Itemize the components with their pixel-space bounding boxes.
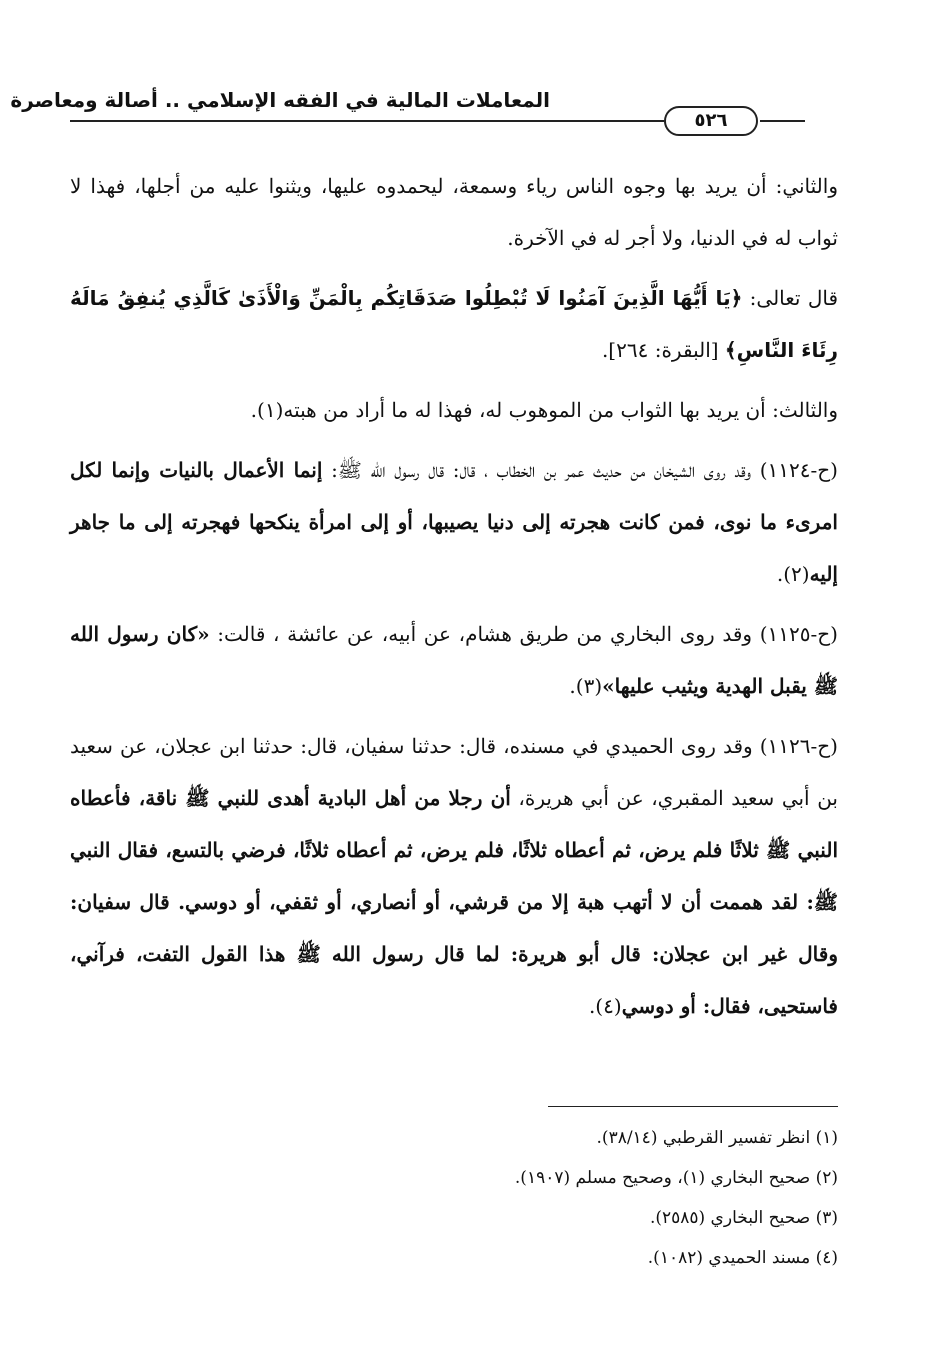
hadith-chain: (ح-١١٢٦) وقد روى الحميدي في مسنده، قال: حدثنا سفيان، قال: حدثنا ابن عجلان، عن سعيد بن أبي سعيد المقبري، عن أبي هريرة، — [70, 734, 838, 810]
hadith-text: «كان رسول الله ﷺ يقبل الهدية ويثيب عليها» — [70, 622, 838, 698]
verse-reference: [البقرة: ٢٦٤]. — [601, 338, 725, 362]
footnote-2: (٢) صحيح البخاري (١)، وصحيح مسلم (١٩٠٧). — [514, 1168, 838, 1188]
hadith-text: إنما الأعمال بالنيات وإنما لكل امرىء ما نوى، فمن كانت هجرته إلى دنيا يصيبها، أو إلى امرأة ينكحها فهجرته إلى ما جاهر إليه — [70, 458, 838, 586]
footnote-1: (١) انظر تفسير القرطبي (٣٨/١٤). — [596, 1128, 838, 1148]
paragraph-lead: قال تعالى: — [742, 286, 839, 310]
footnote-ref: (٤). — [588, 994, 622, 1018]
header-rule-right — [760, 120, 805, 122]
paragraph-hadith-1125 — [70, 608, 838, 712]
hadith-chain: (ح-١١٢٤) وقد روى الشيخان من حديث عمر بن الخطاب ، قال: قال رسول الله ﷺ: — [322, 458, 838, 482]
footnote-3: (٣) صحيح البخاري (٢٥٨٥). — [649, 1208, 838, 1228]
paragraph-hadith-1124 — [70, 444, 838, 600]
hadith-chain: (ح-١١٢٥) وقد روى البخاري من طريق هشام، عن أبيه، عن عائشة ، قالت: — [209, 622, 838, 646]
hadith-text: أن رجلا من أهل البادية أهدى للنبي ﷺ ناقة، فأعطاه النبي ﷺ ثلاثًا فلم يرض، ثم أعطاه ثلاثًا، فلم يرض، ثم أعطاه ثلاثًا، فرضي بالتسع، فقال النبي ﷺ: لقد هممت أن لا أتهب هبة إلا من قرشي، أو أنصاري، أو ثقفي، أو دوسي. قال سفيان: وقال غير ابن عجلان: قال أبو هريرة: لما قال رسول الله ﷺ هذا القول التفت، فرآني، فاستحيى، فقال: أو دوسي — [70, 786, 839, 1018]
footnote-4: (٤) مسند الحميدي (١٠٨٢). — [647, 1248, 838, 1268]
footnote-ref: (٢). — [776, 562, 810, 586]
main-text — [70, 160, 838, 1040]
footnote-ref: (٣). — [569, 674, 603, 698]
page-number: ٥٢٦ — [664, 106, 758, 136]
paragraph-text: والثاني: أن يريد بها وجوه الناس رياء وسمعة، ليحمدوه عليها، ويثنوا عليه من أجلها، فهذا لا ثواب له في الدنيا، ولا أجر له في الآخرة. — [70, 174, 838, 250]
running-head: المعاملات المالية في الفقه الإسلامي .. أصالة ومعاصرة — [10, 88, 550, 112]
footnotes — [300, 1118, 838, 1278]
quran-verse: ﴿يَا أَيُّهَا الَّذِينَ آمَنُوا لَا تُبْطِلُوا صَدَقَاتِكُم بِالْمَنِّ وَالْأَذَىٰ كَالَّذِي يُنفِقُ مَالَهُ رِئَاءَ النَّاسِ﴾ — [70, 286, 838, 362]
paragraph-hadith-1126 — [70, 720, 838, 1032]
paragraph-third-type — [70, 384, 838, 436]
paragraph-text: والثالث: أن يريد بها الثواب من الموهوب له، فهذا له ما أراد من هبته(١). — [250, 398, 838, 422]
header-rule — [70, 120, 664, 122]
paragraph-second-type — [70, 160, 838, 264]
paragraph-quran-verse — [70, 272, 838, 376]
footnote-separator — [548, 1106, 838, 1107]
